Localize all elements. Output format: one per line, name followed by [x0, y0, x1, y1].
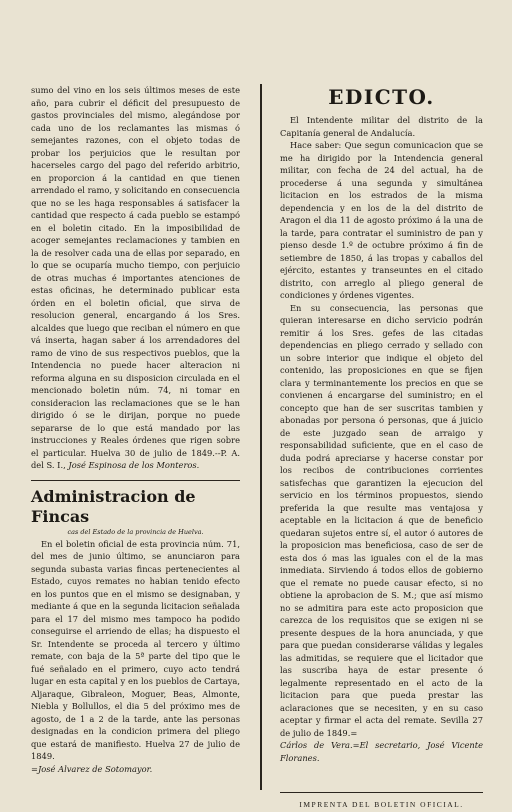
- footer-rule: [280, 792, 483, 793]
- announcement-paragraph: [31, 538, 240, 763]
- edict-paragraph: Hace saber: Que segun comunicacion que se me ha dirigido por la Intendencia general militar, con fecha de 24 del actual, ha de procederse á una segunda y simultánea licitacion en los estrados de la misma dependencia y en los de la del distrito de Aragon el dia 11 de agosto próximo á la una de la tarde, para contratar el suministro de pan y pienso desde 1.º de octubre próximo á fin de setiembre de 1850, á las tropas y caballos del ejército, estantes y transeuntes en el citado distrito, con arreglo al pliego general de condiciones y órdenes vigentes.: [280, 140, 483, 300]
- date-line: 1849.--P. A. del S. I.,: [31, 447, 240, 470]
- edict-heading: El Intendente militar del distrito de la Capitanía general de Andalucía.: [280, 115, 483, 138]
- announcement-text: En el boletin oficial de esta provincia núm. 71, del mes de junio último, se anunciaron para segunda subasta varias fincas pertenecientes al Estado, cuyos remates no habian tenido efecto en los puntos que en el mismo se designaban, y mediante á que en la segunda licitacion señalada para el 17 del mismo mes tampoco ha podido conseguirse el arriendo de ellas; ha dispuesto el Sr. Intendente se proceda al tercero y último remate, con baja de la 5ª parte del tipo que le fué señalado en el primero, cuyo acto tendrá lugar en esta capital y en los pueblos de Cartaya, Aljaraque, Gibraleon, Moguer, Beas, Almonte, Niebla y Bollullos, el dia 5 del próximo mes de agosto, de 1 a 2 de la tarde, ante las personas designadas en la condicion primera del pliego que estará de manifiesto. Huelva 27 de julio de 1849.: [31, 538, 240, 761]
- right-column: [280, 84, 483, 812]
- continued-paragraph-text: sumo del vino en los seis últimos meses de este año, para cubrir el déficit del presupuesto de gastos provinciales del mismo, alegándose por cada uno de los reclamantes las mismas ó semejantes razones, con el objeto todas de probar los perjuicios que le resultan por hacerseles cargo del pago del referido arbitrio, en proporcion á la cantidad en que tienen arrendado el ramo, y solicitando en consecuencia que no se les haga responsables á satisfacer la cantidad que respecto á cada pueblo se estampó en el boletin citado. En la imposibilidad de acoger semejantes reclamaciones y tambien en la de resolver cada una de ellas por separado, en lo que se ocuparía mucho tiempo, con perjuicio de otras muchas é importantes atenciones de estas oficinas, he determinado publicar esta órden en el boletin oficial, que sirva de resolucion general, encargando á los Sres. alcaldes que luego que reciban el número en que vá inserta, hagan saber á los arrendadores del ramo de vino de sus respectivos pueblos, que la Intendencia no puede hacer alteracion ni reforma alguna en su disposicion circulada en el mencionado boletin núm. 74, ni tomar en consideracion las reclamaciones que se le han dirigido ó se le dirijan, porque no puede separarse de lo que está mandado por las instrucciones y Reales órdenes que rigen sobre el particular. Huelva 30 de julio de: [31, 85, 240, 458]
- signature: =José Alvarez de Sotomayor.: [31, 763, 153, 774]
- imprint: IMPRENTA DEL BOLETIN OFICIAL.: [299, 800, 464, 809]
- signature-line: [31, 763, 240, 776]
- signature: José Espinosa de los Monteros.: [68, 460, 200, 470]
- left-column: [31, 84, 240, 775]
- continued-paragraph: [31, 84, 240, 472]
- edict-paragraph: En su consecuencia, las personas que quieran interesarse en dicho servicio podrán remitir á los Sres. gefes de las citadas dependencias en pliego cerrado y sellado con un sobre interior que indique el objeto del contenido, las proposiciones en que se fijen clara y terminantemente los precios en que se convienen á encargarse del suministro; en el concepto que han de ser suscritas tambien y abonadas por persona ó personas, que á juicio de este juzgado sean de arraigo y responsabilidad suficiente, que en el caso de duda podrá apreciarse y hacerse constar por los recibos de contribuciones corrientes satisfechas que garantizen la ejecucion del servicio en los términos propuestos, siendo preferida la que resulte mas ventajosa y aceptable en la licitacion á que de beneficio quedaran sujetos entre sí, el autor ó autores de la proposicion mas beneficiosa, caso de ser de esta dos ó mas las iguales con el de la mas inmediata. Sirviendo á todos ellos de gobierno que el remate no puede causar efecto, si no obtiene la aprobacion de S. M.; que así mismo no se admitira para este acto proposicion que carezca de los requisitos que se exigen ni se presente despues de la hora anunciada, y que para que puedan considerarse válidas y legales las admitidas, se requiere que el licitador que las suscriba haya de estar presente ó legalmente representado en el acto de la licitacion para que pueda prestar las aclaraciones que se necesiten, y en su caso aceptar y firmar el acta del remate. Sevilla 27 de julio de 1849.=: [280, 302, 483, 738]
- signature-line: [280, 739, 483, 764]
- signature: Cárlos de Vera.=El secretario, José Vicente Floranes.: [280, 740, 483, 763]
- section-title: Administracion de Fincas: [31, 480, 240, 527]
- edict-title: EDICTO.: [328, 85, 435, 109]
- section-subtitle: cas del Estado de la provincia de Huelva.: [67, 527, 204, 536]
- column-divider: [260, 84, 262, 790]
